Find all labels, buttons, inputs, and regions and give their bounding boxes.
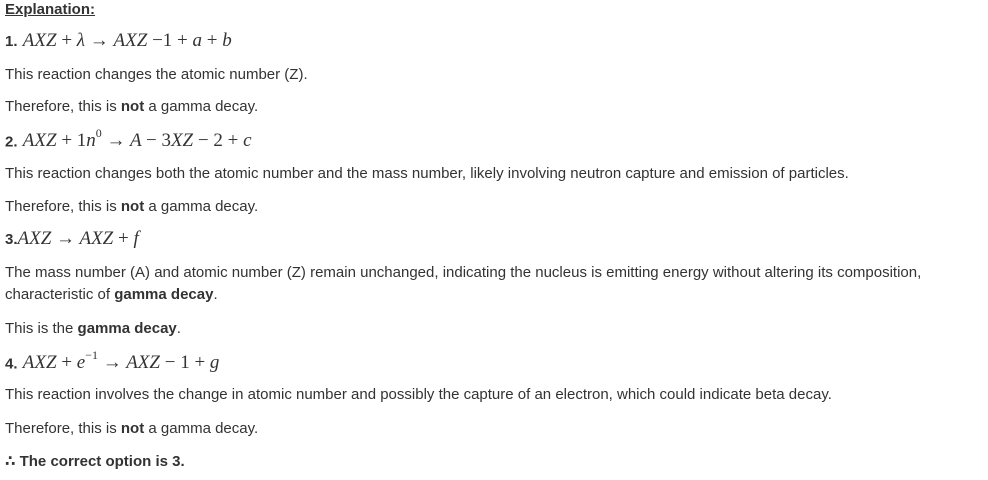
item-4-description: This reaction involves the change in atomic number and possibly the capture of an electron, which could indicate beta decay. (5, 386, 832, 403)
equation-2 (5, 128, 252, 152)
equation-3-expression: AXZ → AXZ + f (17, 228, 139, 249)
equation-4-expression: AXZ + $e^{-1}$ → AXZ − 1 + g (22, 348, 220, 374)
equation-4 (5, 350, 219, 374)
equation-1-number: 1. (5, 33, 18, 50)
conclusion: ∴ The correct option is 3. (5, 453, 185, 470)
equation-4-number: 4. (5, 355, 18, 373)
equation-1-expression: AXZ + λ → AXZ −1 + a + b (22, 30, 232, 51)
item-3-verdict: This is the gamma decay. (5, 320, 181, 337)
equation-3-number: 3. (5, 231, 18, 248)
item-4-verdict: Therefore, this is not a gamma decay. (5, 420, 259, 437)
equation-2-expression: AXZ + $1n^0 \to A - 3XZ - 2 + c$ (22, 126, 252, 152)
item-3-description: The mass number (A) and atomic number (Z) remain unchanged, indicating the nucleus is emitting energy without altering its composition, characteristic of gamma decay. (5, 264, 922, 303)
equation-1 (5, 30, 232, 52)
equation-2-number: 2. (5, 133, 18, 151)
item-1-description: This reaction changes the atomic number (Z). (5, 66, 308, 83)
therefore-symbol: ∴ (5, 453, 16, 470)
explanation-heading: Explanation: (5, 1, 96, 18)
item-2-verdict: Therefore, this is not a gamma decay. (5, 198, 259, 215)
item-1-verdict: Therefore, this is not a gamma decay. (5, 98, 259, 115)
item-2-description: This reaction changes both the atomic number and the mass number, likely involving neutron capture and emission of particles. (5, 165, 849, 182)
equation-3 (5, 228, 139, 250)
